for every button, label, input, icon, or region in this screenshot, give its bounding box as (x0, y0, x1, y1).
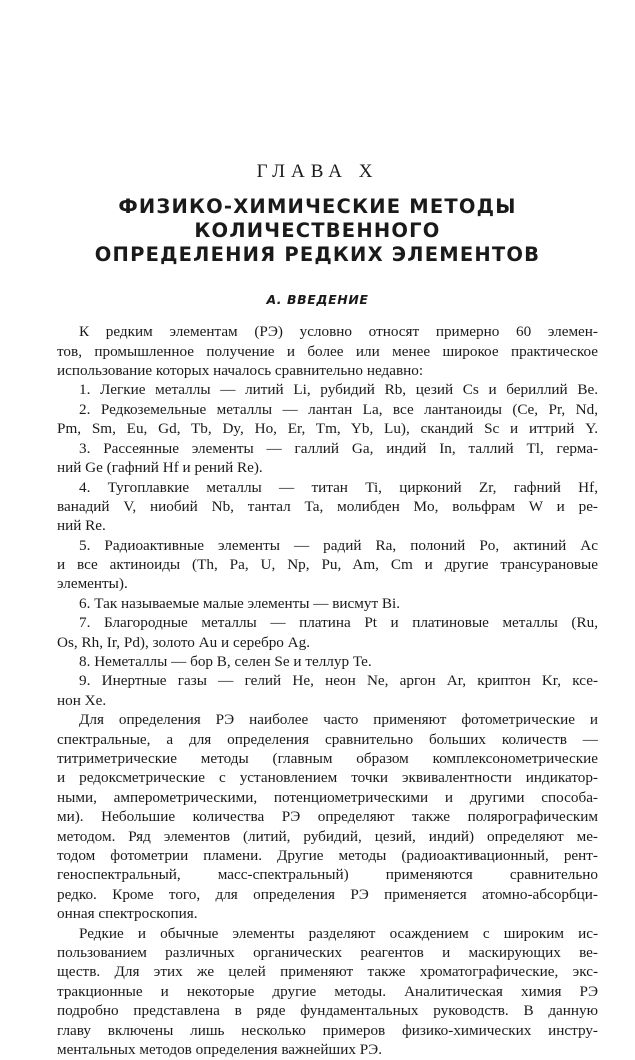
text-line: ний Re. (57, 517, 106, 534)
text-line: главу включены лишь несколько примеров физико-химических инстру- (57, 1022, 598, 1039)
text-line: пользованием различных органических реагентов и маскирующих ве- (57, 944, 598, 961)
text-line: 8. Неметаллы — бор B, селен Se и теллур Te. (79, 653, 372, 670)
text-line: ществ. Для этих же целей применяют также хроматографические, экс- (57, 963, 598, 980)
text-line: титриметрические методы (главным образом комплексонометрические (57, 750, 598, 767)
section-heading: А. ВВЕДЕНИЕ (266, 292, 369, 307)
text-line: ми). Небольшие количества РЭ определяют также полярографическим (57, 808, 598, 825)
text-line: 9. Инертные газы — гелий He, неон Ne, аргон Ar, криптон Kr, ксе- (79, 672, 598, 689)
chapter-title-line: ФИЗИКО-ХИМИЧЕСКИЕ МЕТОДЫ (118, 195, 517, 218)
text-line: 7. Благородные металлы — платина Pt и платиновые металлы (Ru, (79, 614, 598, 631)
text-line: ний Ge (гафний Hf и рений Re). (57, 459, 263, 476)
text-line: геноспектральный, масс-спектральный) применяются сравнительно (57, 866, 598, 883)
chapter-heading: ГЛАВА X (256, 161, 379, 182)
text-line: нон Xe. (57, 692, 107, 709)
text-line: ванадий V, ниобий Nb, тантал Ta, молибден Mo, вольфрам W и ре- (57, 498, 598, 515)
chapter-title-line: ОПРЕДЕЛЕНИЯ РЕДКИХ ЭЛЕМЕНТОВ (94, 243, 541, 266)
text-line: методом. Ряд элементов (литий, рубидий, цезий, индий) определяют ме- (57, 828, 598, 845)
text-line: тодом фотометрии пламени. Другие методы (радиоактивационный, рент- (57, 847, 598, 864)
text-line: Редкие и обычные элементы разделяют осаждением с широким ис- (79, 925, 598, 942)
text-line: 6. Так называемые малые элементы — висмут Bi. (79, 595, 401, 612)
text-line: использование которых началось сравнительно недавно: (57, 362, 424, 379)
text-line: подробно представлена в ряде фундаментальных руководств. В данную (57, 1002, 598, 1019)
text-line: ными, амперометрическими, потенциометрическими и другими способа- (57, 789, 598, 806)
text-line: элементы). (57, 575, 128, 592)
text-line: спектральные, а для определения сравнительно больших количеств — (57, 731, 598, 748)
text-line: Pm, Sm, Eu, Gd, Tb, Dy, Ho, Er, Tm, Yb, Lu), скандий Sc и иттрий Y. (57, 420, 598, 437)
text-line: онная спектроскопия. (57, 905, 198, 922)
text-line: и редоксметрические с установлением точки эквивалентности индикатор- (57, 769, 598, 786)
chapter-title-line: КОЛИЧЕСТВЕННОГО (194, 219, 441, 242)
text-line: тракционные и некоторые другие методы. Аналитическая химия РЭ (57, 983, 598, 1000)
text-line: и все актиноиды (Th, Pa, U, Np, Pu, Am, Cm и другие трансурановые (57, 556, 598, 573)
text-line: редко. Кроме того, для определения РЭ применяется атомно-абсорбци- (57, 886, 598, 903)
chapter-title (0, 195, 635, 267)
text-line: 5. Радиоактивные элементы — радий Ra, полоний Po, актиний Ac (79, 537, 598, 554)
text-line: ментальных методов определения важнейших РЭ. (57, 1041, 383, 1058)
text-line: 4. Тугоплавкие металлы — титан Ti, цирконий Zr, гафний Hf, (79, 479, 598, 496)
text-line: Os, Rh, Ir, Pd), золото Au и серебро Ag. (57, 634, 311, 651)
text-line: тов, промышленное получение и более или менее широкое практическое (57, 343, 598, 360)
text-line: 1. Легкие металлы — литий Li, рубидий Rb, цезий Cs и бериллий Be. (79, 381, 598, 398)
text-line: 2. Редкоземельные металлы — лантан La, все лантаноиды (Ce, Pr, Nd, (79, 401, 598, 418)
text-line: Для определения РЭ наиболее часто применяют фотометрические и (79, 711, 598, 728)
text-line: К редким элементам (РЭ) условно относят примерно 60 элемен- (79, 323, 598, 340)
text-line: 3. Рассеянные элементы — галлий Ga, индий In, таллий Tl, герма- (79, 440, 598, 457)
